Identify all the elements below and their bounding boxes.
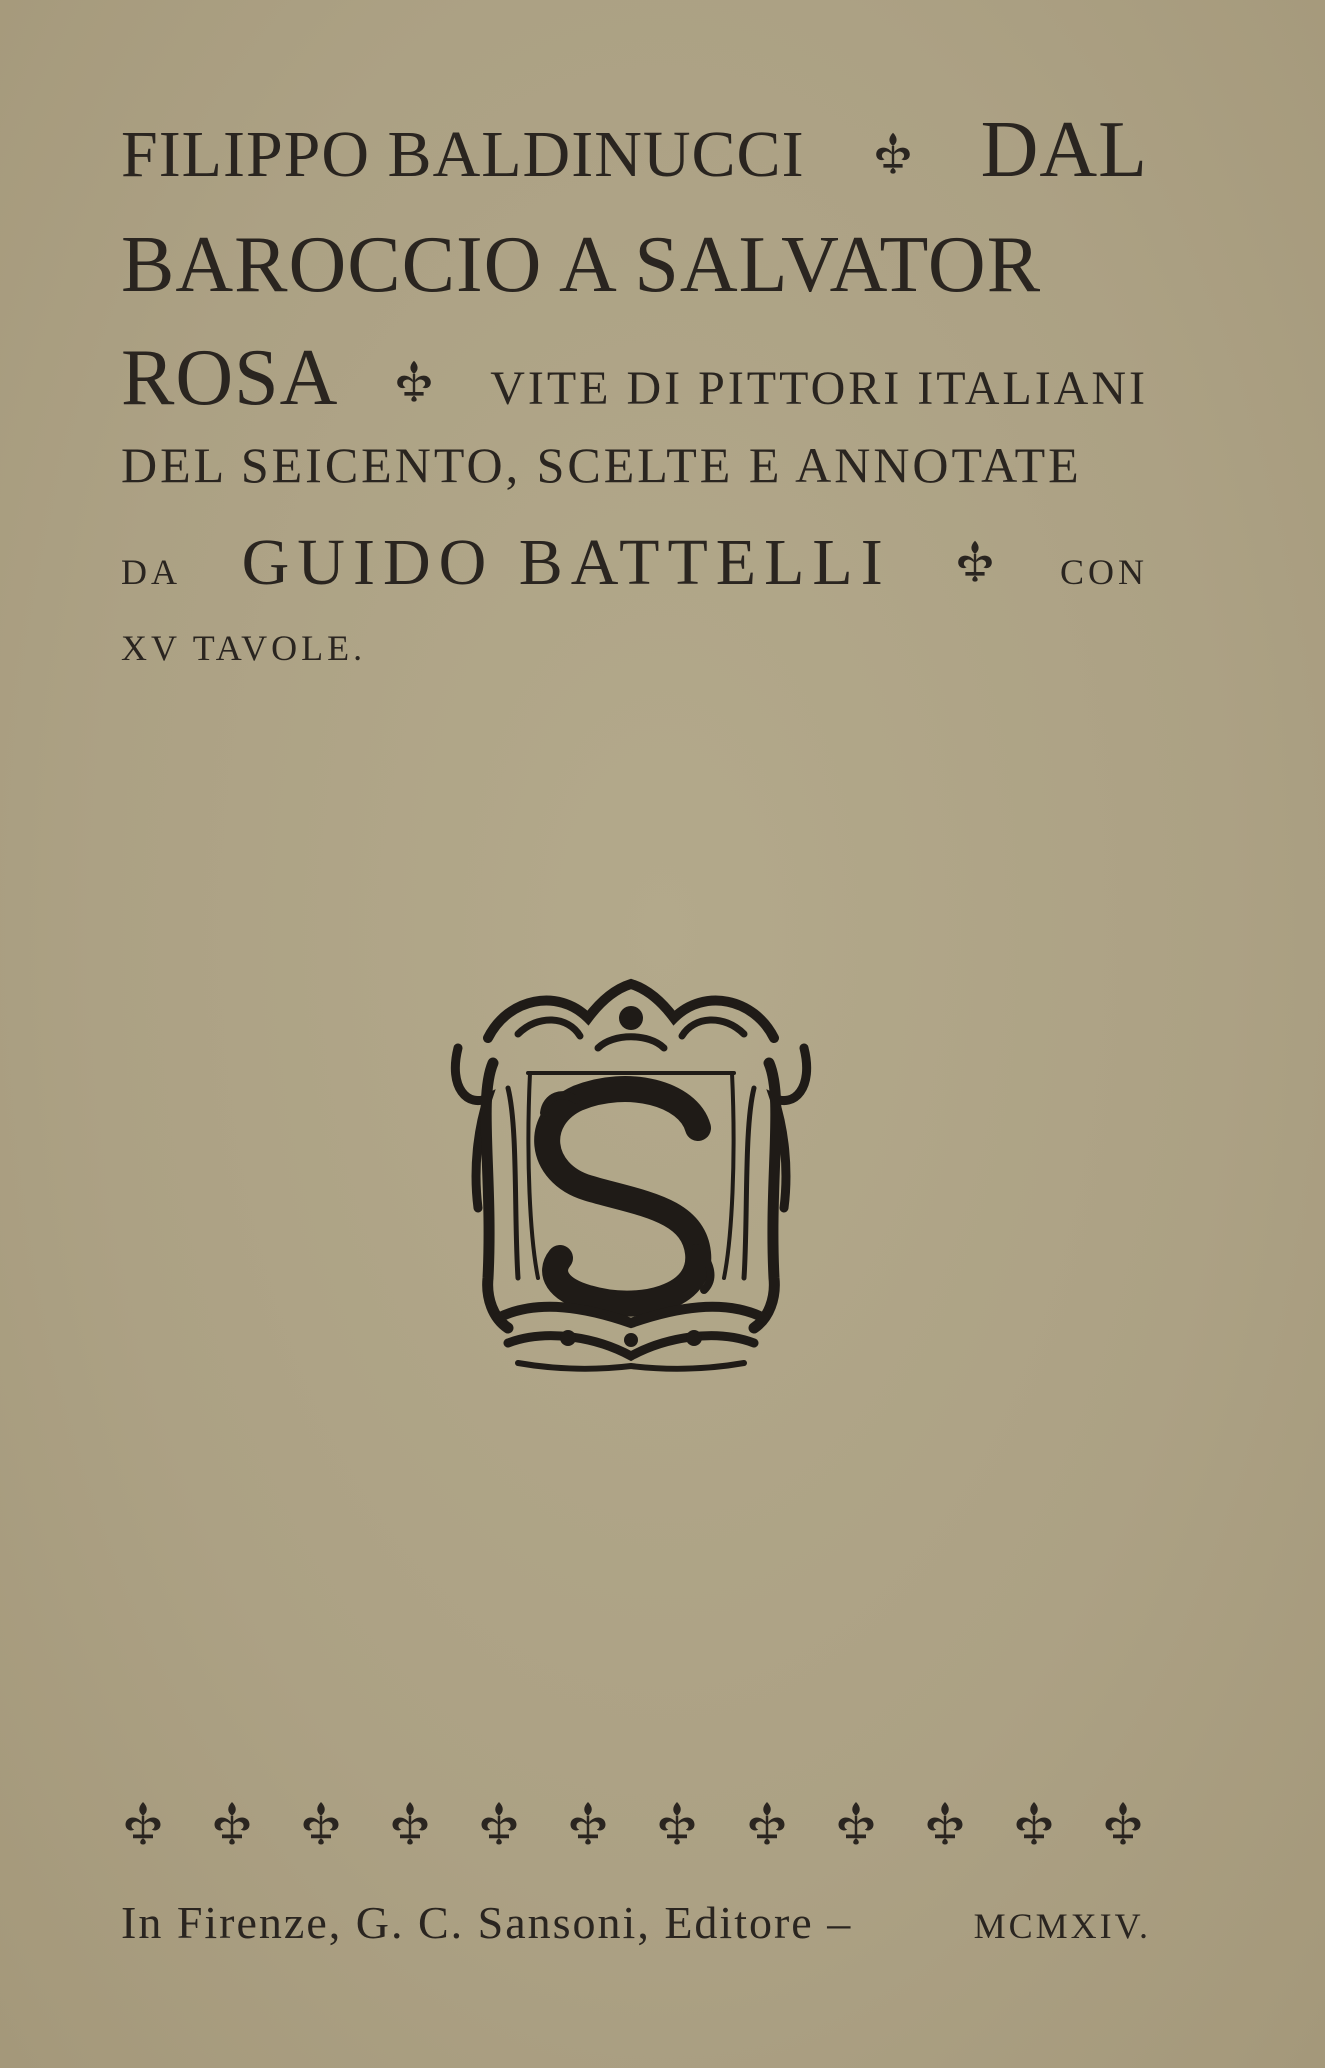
sansoni-monogram-emblem [448, 978, 814, 1374]
title-line-3 [121, 334, 1148, 422]
fleuron-icon [207, 1797, 257, 1847]
imprint [121, 1896, 1151, 1949]
con-word: CON [1059, 552, 1148, 592]
editor-prefix: DA [121, 552, 181, 592]
title-rosa: ROSA [121, 334, 339, 422]
title-line-1 [121, 106, 1148, 194]
fleuron-icon [652, 1797, 702, 1847]
fleuron-icon [869, 128, 917, 176]
fleuron-icon [831, 1797, 881, 1847]
fleuron-icon [1009, 1797, 1059, 1847]
title-line-5 [121, 526, 1148, 599]
title-line-6 [121, 630, 1148, 666]
fleuron-icon [296, 1797, 346, 1847]
imprint-year: MCMXIV. [973, 1906, 1151, 1946]
fleuron-icon [563, 1797, 613, 1847]
editor-name: GUIDO BATTELLI [241, 526, 891, 599]
title-main: BAROCCIO A SALVATOR [121, 221, 1042, 309]
author-name: FILIPPO BALDINUCCI [121, 118, 805, 191]
title-line-2 [121, 221, 1148, 309]
plates-count: XV TAVOLE. [121, 628, 367, 668]
fleuron-icon [118, 1797, 168, 1847]
fleuron-icon [951, 536, 999, 584]
fleuron-row [118, 1792, 1148, 1852]
fleuron-icon [742, 1797, 792, 1847]
fleuron-icon [385, 1797, 435, 1847]
fleuron-icon [1098, 1797, 1148, 1847]
fleuron-icon [920, 1797, 970, 1847]
subtitle-part-2: DEL SEICENTO, SCELTE E ANNOTATE [121, 437, 1082, 493]
title-dal: DAL [980, 106, 1148, 194]
fleuron-icon [474, 1797, 524, 1847]
subtitle-part-1: VITE DI PITTORI ITALIANI [490, 362, 1148, 415]
fleuron-icon [390, 356, 438, 404]
imprint-place-publisher: In Firenze, G. C. Sansoni, Editore – [121, 1897, 853, 1948]
title-line-4 [121, 437, 1148, 493]
